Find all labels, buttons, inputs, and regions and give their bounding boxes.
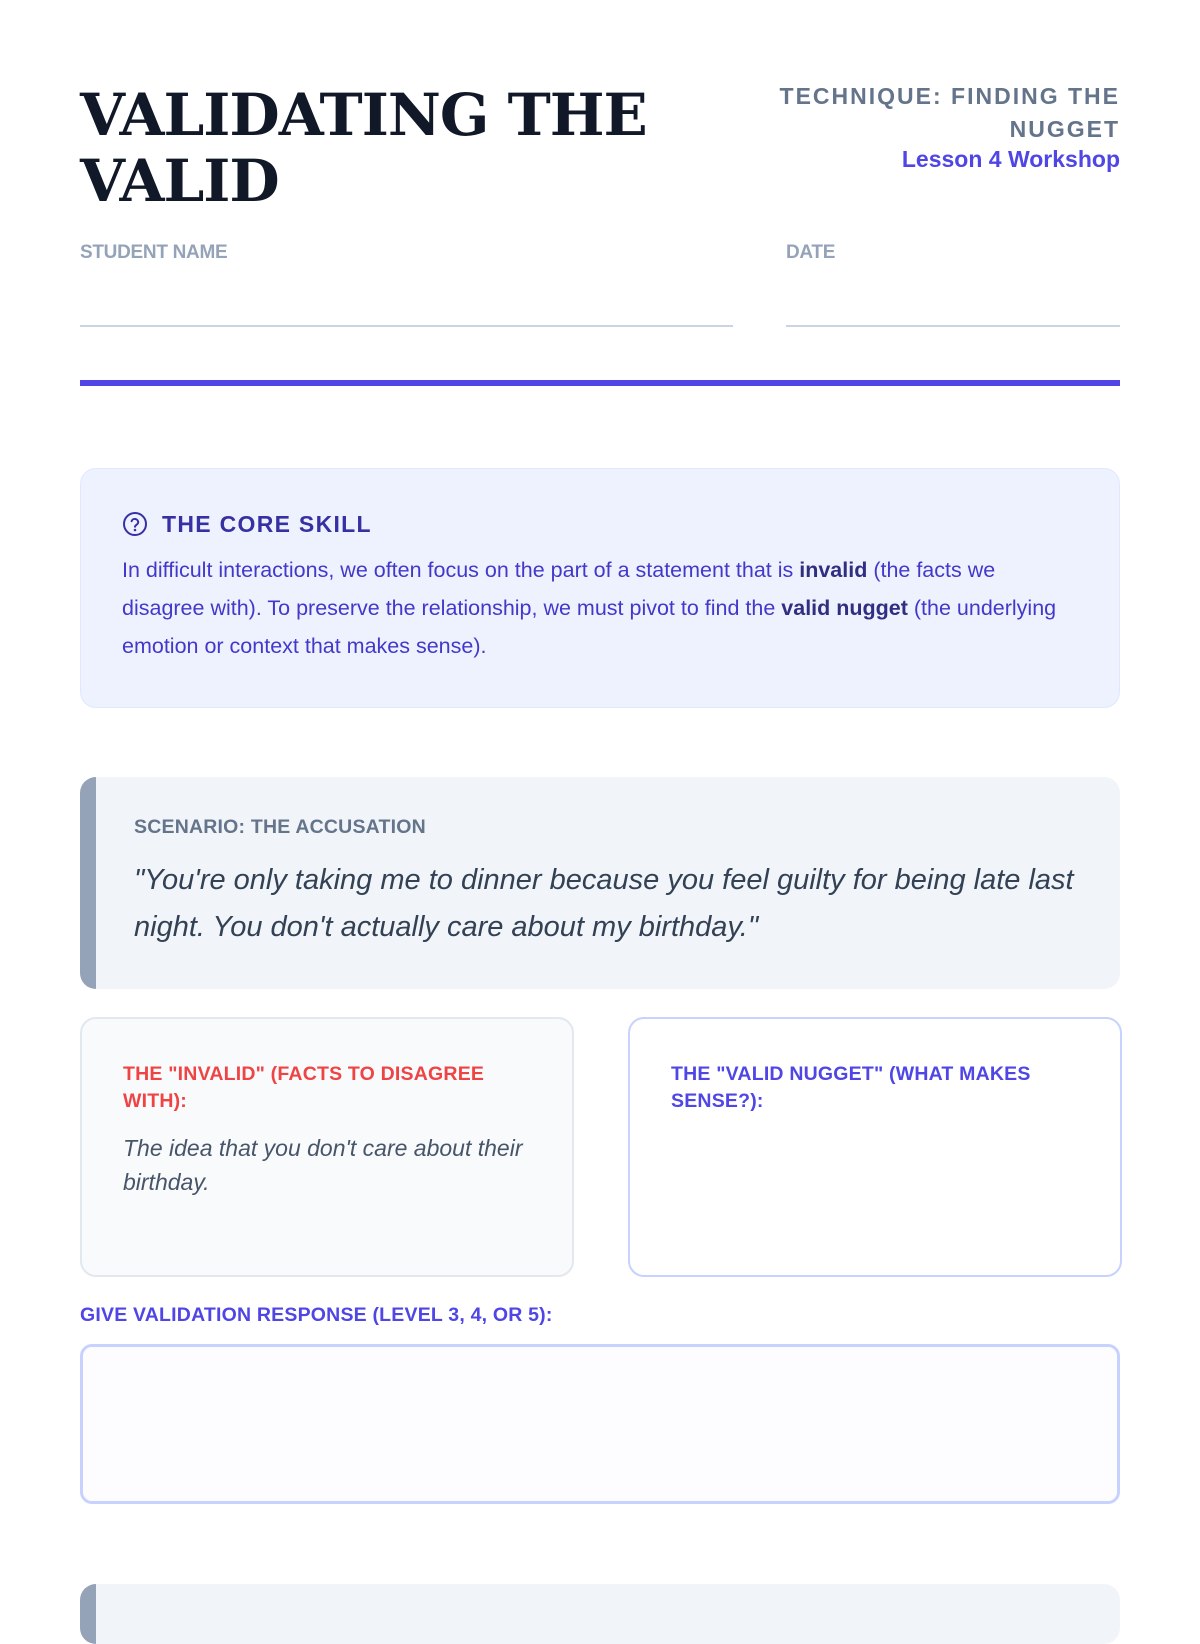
student-name-input[interactable]	[80, 281, 733, 327]
scenario-label: SCENARIO: THE ACCUSATION	[134, 816, 426, 838]
header-divider	[80, 380, 1120, 386]
next-scenario-card	[80, 1584, 1120, 1644]
date-input[interactable]	[786, 281, 1120, 327]
core-text-part: (the facts we disagree with). To preserve the relationship, we must pivot to find the	[122, 558, 996, 620]
valid-nugget-input[interactable]	[671, 1125, 1080, 1245]
core-text-part: (the underlying emotion or context that makes sense).	[122, 596, 1057, 658]
student-name-label: STUDENT NAME	[80, 242, 228, 263]
question-circle-icon	[122, 511, 148, 537]
scenario-quote: "You're only taking me to dinner because you feel guilty for being late last night. You don't actually care about my birthday."	[134, 864, 1074, 943]
validation-response-input[interactable]	[80, 1344, 1120, 1504]
valid-nugget-label: THE "VALID NUGGET" (WHAT MAKES SENSE?):	[671, 1063, 1031, 1112]
page-title: VALIDATING THE VALID	[80, 81, 647, 215]
core-skill-box	[80, 468, 1120, 708]
core-text-part: In difficult interactions, we often focus on the part of a statement that is	[122, 558, 800, 582]
core-skill-title: THE CORE SKILL	[162, 510, 372, 537]
core-skill-header	[122, 509, 1079, 539]
invalid-box	[80, 1017, 574, 1277]
core-skill-text	[122, 551, 1079, 665]
date-label: DATE	[786, 242, 836, 263]
core-text-bold-invalid: invalid	[799, 558, 868, 582]
invalid-label: THE "INVALID" (FACTS TO DISAGREE WITH):	[123, 1063, 485, 1112]
invalid-text: The idea that you don't care about their birthday.	[123, 1135, 523, 1195]
scenario-card	[80, 777, 1120, 989]
valid-nugget-box	[628, 1017, 1122, 1277]
lesson-label: Lesson 4 Workshop	[901, 146, 1120, 172]
core-text-bold-valid-nugget: valid nugget	[781, 596, 908, 620]
validation-response-label: GIVE VALIDATION RESPONSE (LEVEL 3, 4, OR 5):	[80, 1304, 553, 1326]
technique-label: TECHNIQUE: FINDING THE NUGGET	[779, 83, 1120, 142]
